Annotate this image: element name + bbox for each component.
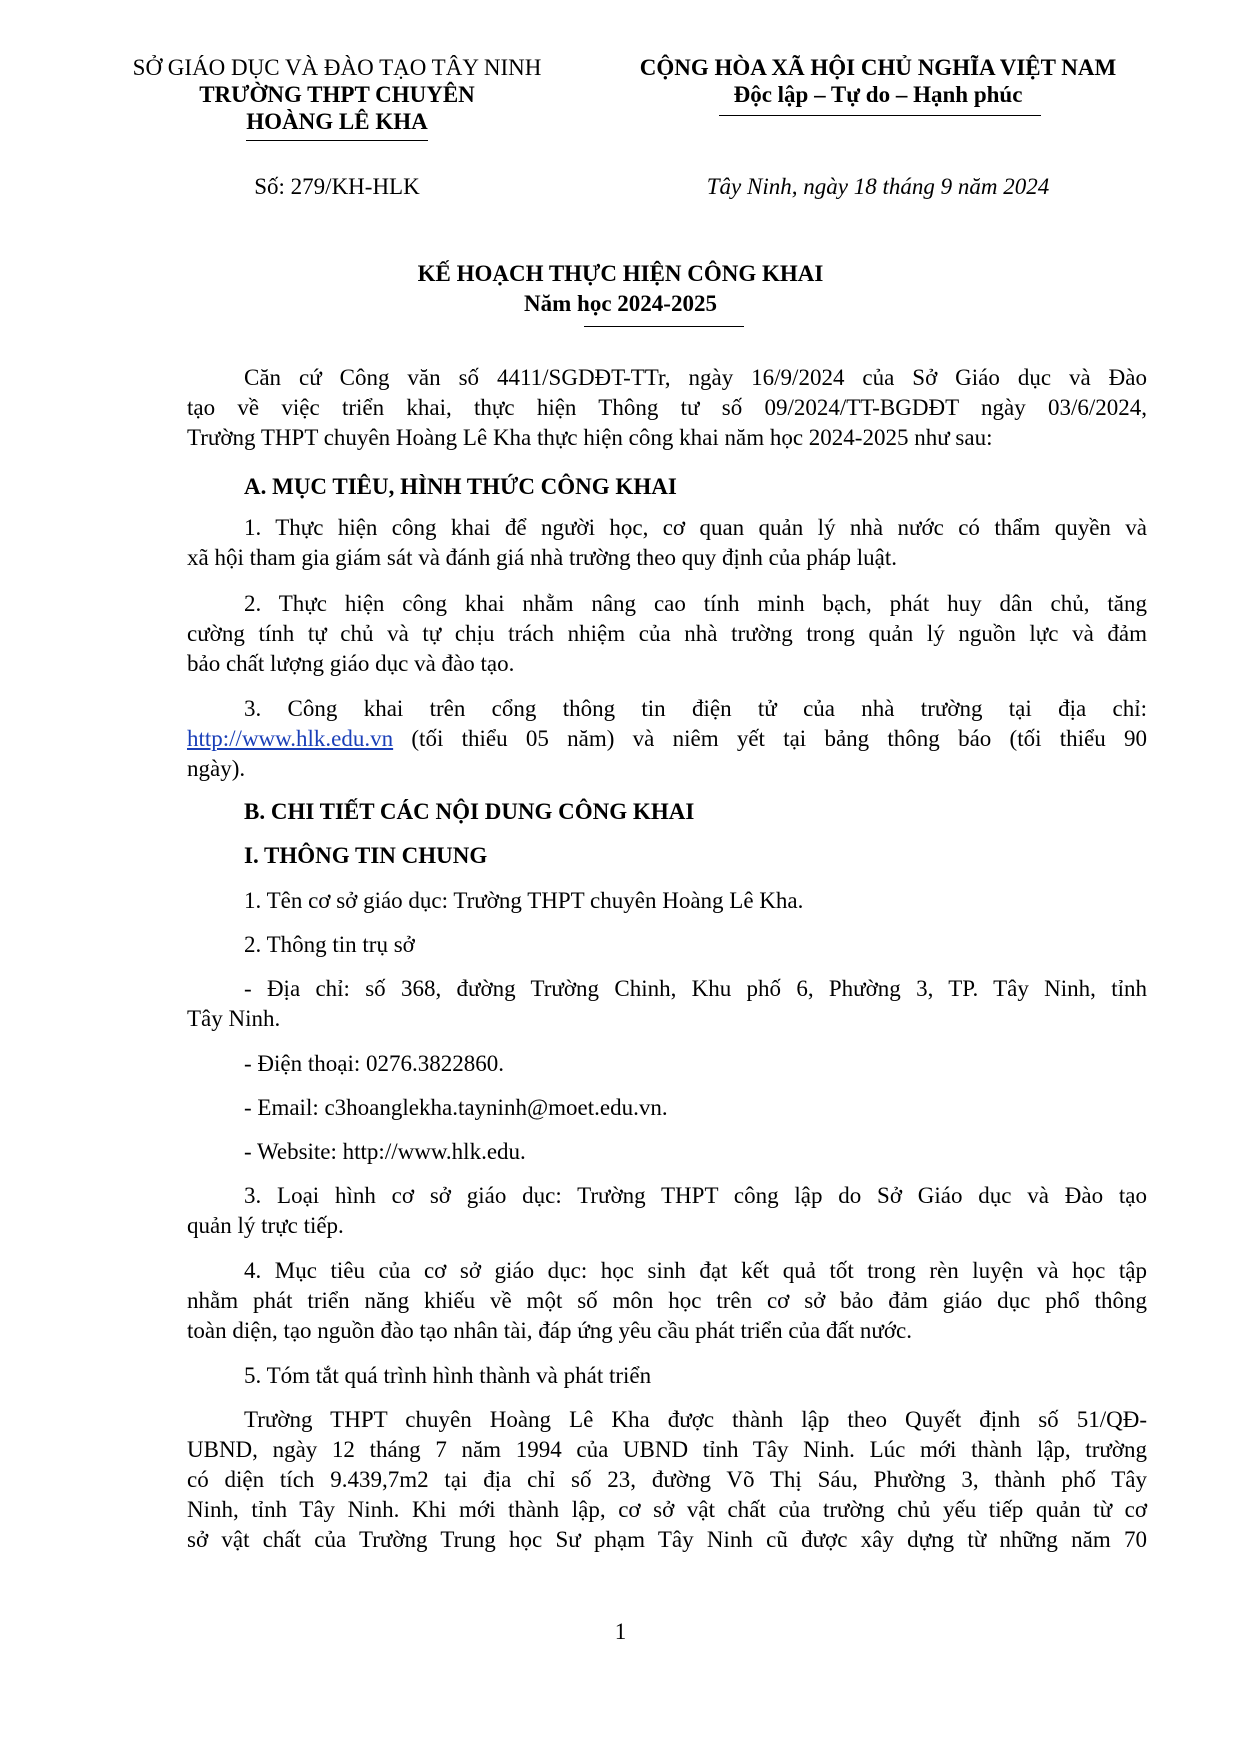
school-name-line2: HOÀNG LÊ KHA [246,109,428,134]
intro-line-2: tạo về việc triển khai, thực hiện Thông tư số 09/2024/TT-BGDĐT ngày 03/6/2024, [187,395,1147,420]
history-paragraph [187,1405,1147,1555]
nation-title: CỘNG HÒA XÃ HỘI CHỦ NGHĨA VIỆT NAM [639,55,1117,80]
school-name-line1: TRƯỜNG THPT CHUYÊN [199,82,475,107]
intro-paragraph [187,363,1147,453]
school-website-link[interactable]: http://www.hlk.edu.vn [187,726,394,751]
b3-line-2: quản lý trực tiếp. [187,1213,344,1238]
b-item-3 [187,1181,1147,1241]
intro-line-1: Căn cứ Công văn số 4411/SGDĐT-TTr, ngày 16/9/2024 của Sở Giáo dục và Đào [244,365,1147,390]
header-right-underline [719,115,1041,116]
a3-line-3: ngày). [187,756,246,781]
a1-line-2: xã hội tham gia giám sát và đánh giá nhà trường theo quy định của pháp luật. [187,545,897,570]
a2-line-2: cường tính tự chủ và tự chịu trách nhiệm của nhà trường trong quản lý nguồn lực và đảm [187,621,1147,646]
history-line-3: có diện tích 9.439,7m2 tại địa chỉ số 23, đường Võ Thị Sáu, Phường 3, thành phố Tây [187,1467,1147,1492]
history-line-4: Ninh, tỉnh Tây Ninh. Khi mới thành lập, cơ sở vật chất của trường chủ yếu tiếp quản từ cơ [187,1497,1147,1522]
section-a-item-2 [187,589,1147,679]
b4-line-3: toàn diện, tạo nguồn đào tạo nhân tài, đáp ứng yêu cầu phát triển của đất nước. [187,1318,912,1343]
b-item-2: 2. Thông tin trụ sở [244,932,415,957]
a3-line-2-rest: (tối thiểu 05 năm) và niêm yết tại bảng thông báo (tối thiểu 90 [393,726,1147,751]
a2-line-1: 2. Thực hiện công khai nhằm nâng cao tính minh bạch, phát huy dân chủ, tăng [244,591,1147,616]
section-a-item-1 [187,513,1147,573]
a1-line-1: 1. Thực hiện công khai để người học, cơ quan quản lý nhà nước có thẩm quyền và [244,515,1147,540]
national-motto: Độc lập – Tự do – Hạnh phúc [733,82,1023,107]
email-line: - Email: c3hoanglekha.tayninh@moet.edu.vn. [244,1095,668,1120]
website-line: - Website: http://www.hlk.edu. [244,1139,526,1164]
header-left-underline [246,140,428,141]
place-and-date: Tây Ninh, ngày 18 tháng 9 năm 2024 [706,174,1050,199]
a2-line-3: bảo chất lượng giáo dục và đào tạo. [187,651,515,676]
b-item-5: 5. Tóm tắt quá trình hình thành và phát triển [244,1363,652,1388]
department-name: SỞ GIÁO DỤC VÀ ĐÀO TẠO TÂY NINH [132,55,542,80]
phone-line: - Điện thoại: 0276.3822860. [244,1051,504,1076]
history-line-1: Trường THPT chuyên Hoàng Lê Kha được thành lập theo Quyết định số 51/QĐ- [244,1407,1147,1432]
b3-line-1: 3. Loại hình cơ sở giáo dục: Trường THPT công lập do Sở Giáo dục và Đào tạo [244,1183,1147,1208]
history-line-2: UBND, ngày 12 tháng 7 năm 1994 của UBND tỉnh Tây Ninh. Lúc mới thành lập, trường [187,1437,1147,1462]
section-b-heading: B. CHI TIẾT CÁC NỘI DUNG CÔNG KHAI [244,799,695,824]
school-year-subtitle: Năm học 2024-2025 [524,291,717,316]
b-item-1: 1. Tên cơ sở giáo dục: Trường THPT chuyên Hoàng Lê Kha. [244,888,804,913]
address-line-1: - Địa chỉ: số 368, đường Trường Chinh, Khu phố 6, Phường 3, TP. Tây Ninh, tỉnh [244,976,1147,1001]
document-title: KẾ HOẠCH THỰC HIỆN CÔNG KHAI [417,261,824,286]
section-b-subheading: I. THÔNG TIN CHUNG [244,843,488,868]
page-number: 1 [614,1619,627,1644]
intro-line-3: Trường THPT chuyên Hoàng Lê Kha thực hiện công khai năm học 2024-2025 như sau: [187,425,993,450]
section-a-item-3 [187,694,1147,784]
document-number: Số: 279/KH-HLK [254,174,420,199]
address-paragraph [187,974,1147,1034]
a3-line-1: 3. Công khai trên cổng thông tin điện tử của nhà trường tại địa chỉ: [244,696,1147,721]
b-item-4 [187,1256,1147,1346]
a3-line-2 [187,724,1147,754]
b4-line-1: 4. Mục tiêu của cơ sở giáo dục: học sinh đạt kết quả tốt trong rèn luyện và học tập [244,1258,1147,1283]
title-underline [584,326,744,327]
b4-line-2: nhằm phát triển năng khiếu về một số môn học trên cơ sở bảo đảm giáo dục phổ thông [187,1288,1147,1313]
section-a-heading: A. MỤC TIÊU, HÌNH THỨC CÔNG KHAI [244,474,677,499]
history-line-5: sở vật chất của Trường Trung học Sư phạm Tây Ninh cũ được xây dựng từ những năm 70 [187,1527,1147,1552]
address-line-2: Tây Ninh. [187,1006,281,1031]
